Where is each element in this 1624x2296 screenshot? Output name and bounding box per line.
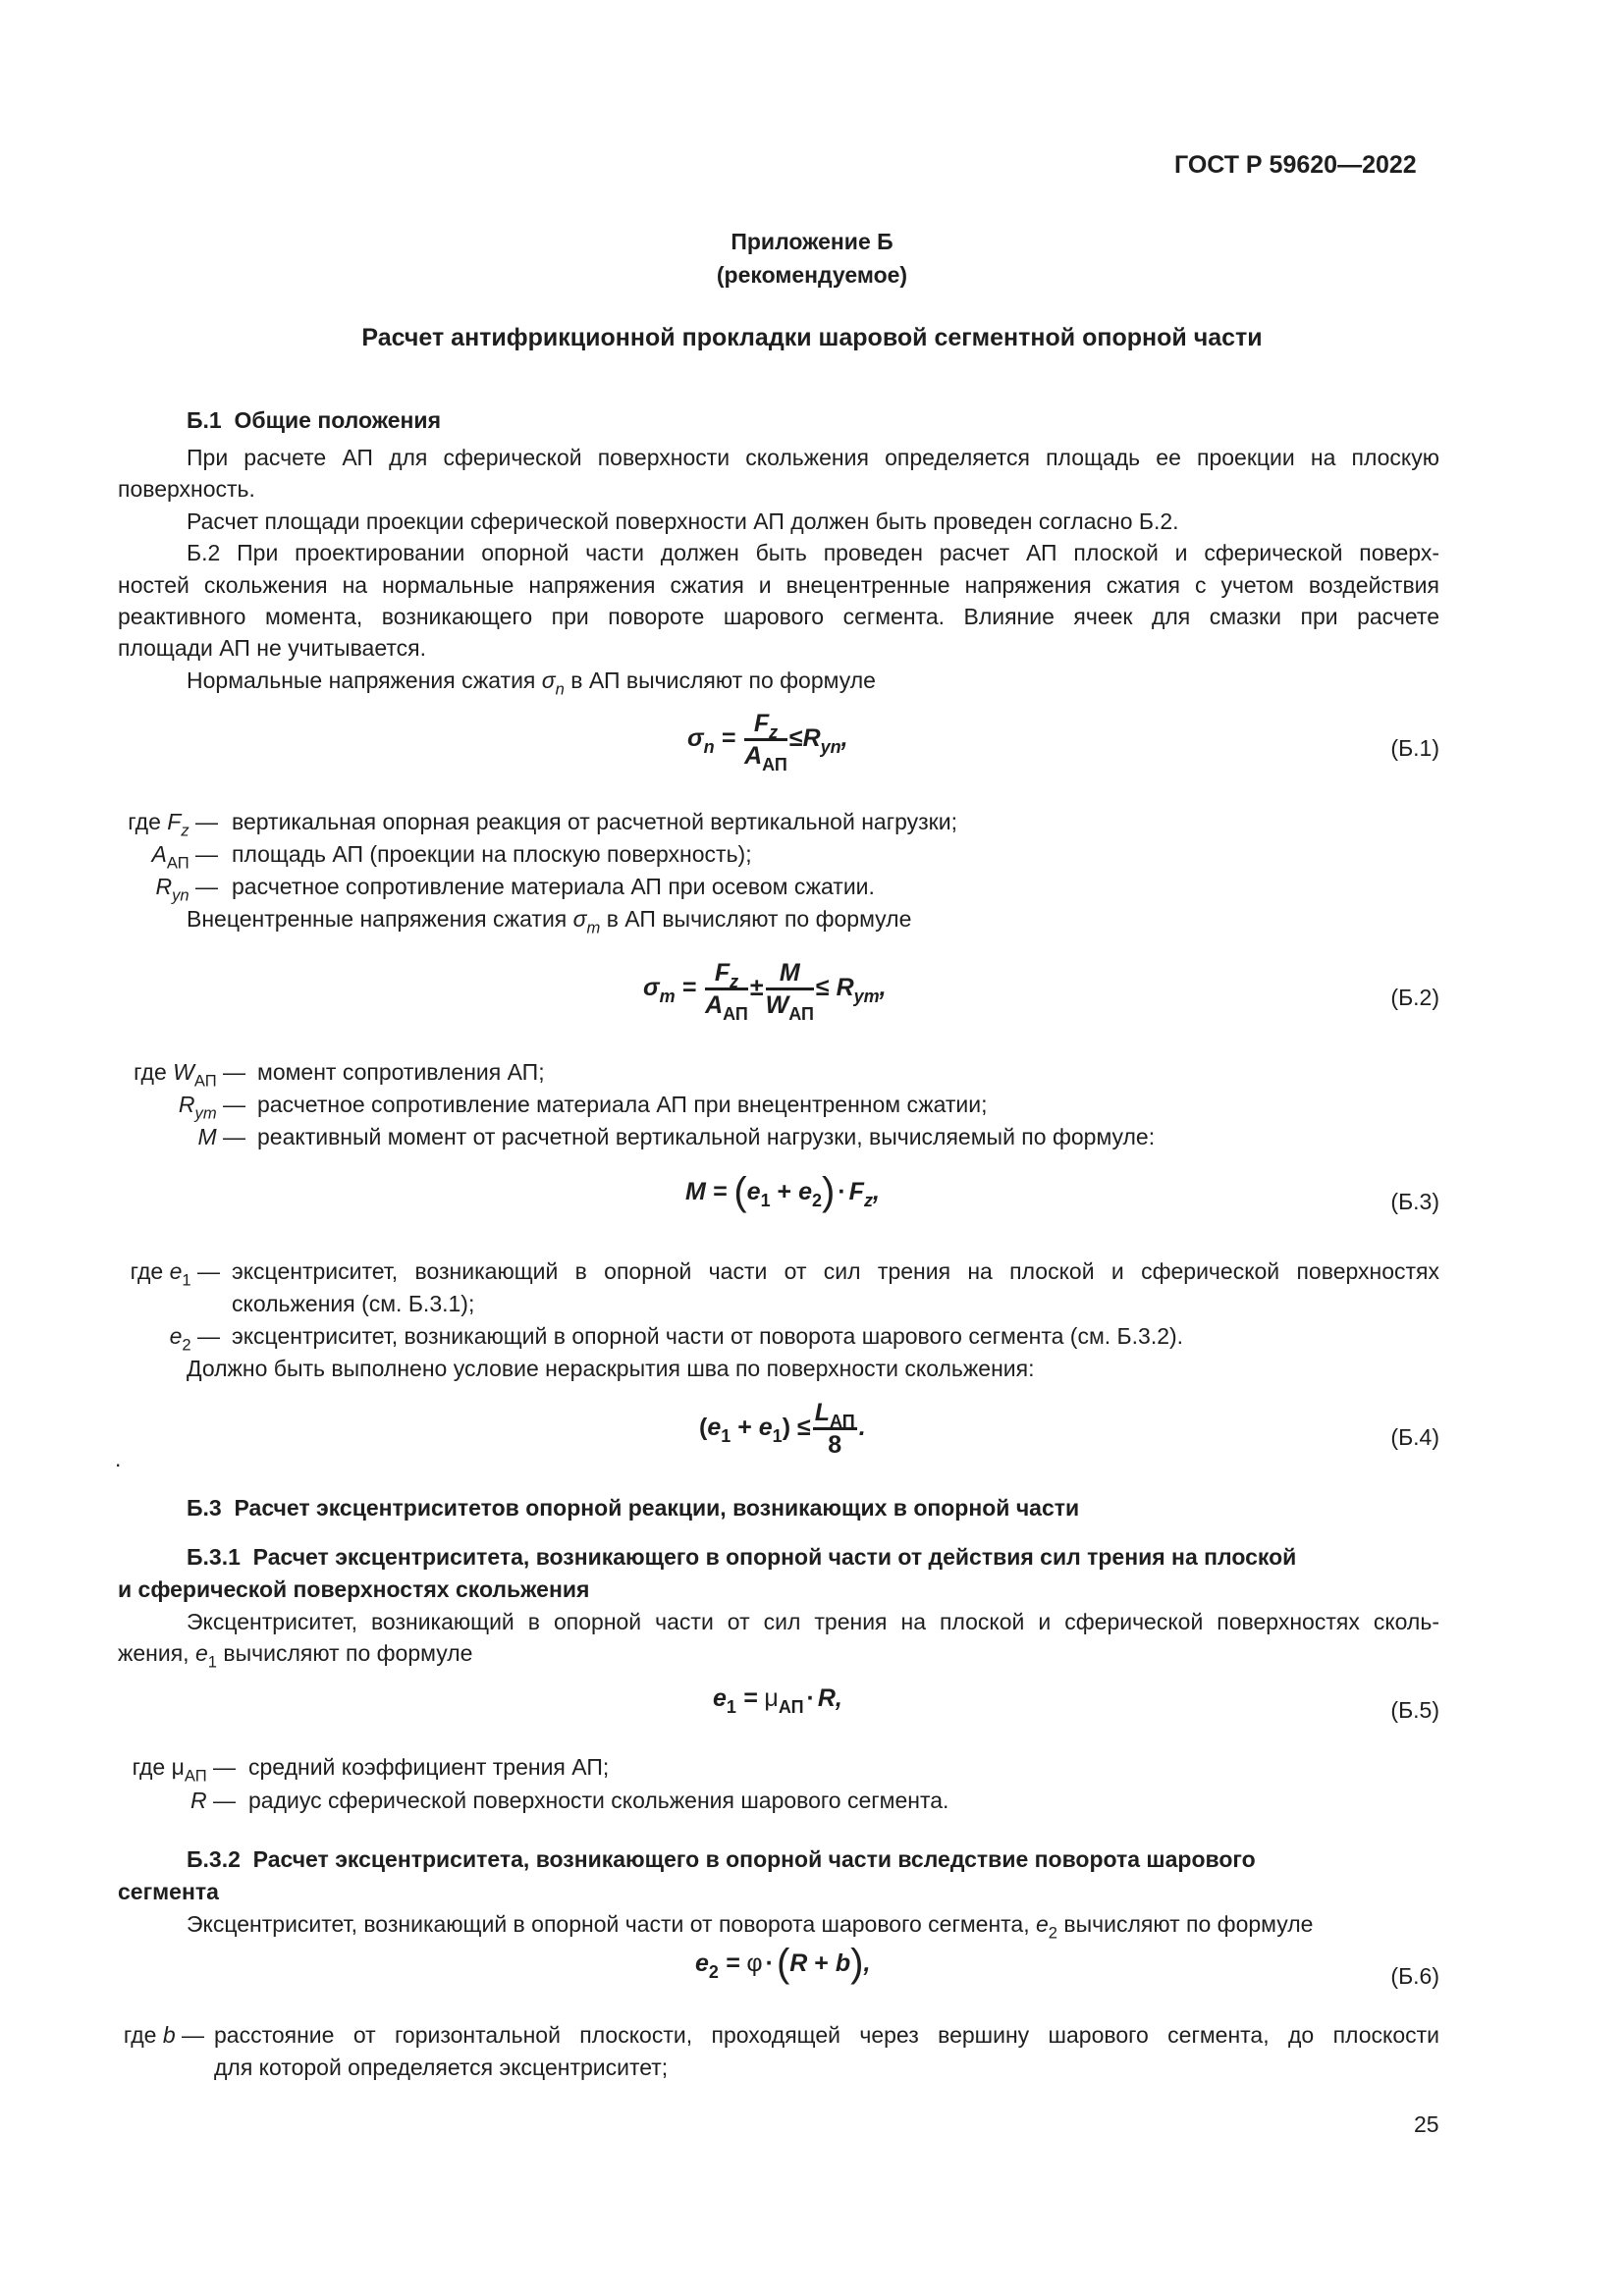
equation-b4: $(e_1 + e_1)$ ≤ $\frac{L_{АП}}{8}$ . xyxy=(699,1399,866,1459)
where-text: эксцентриситет, возникающий в опорной части от сил трения на плоской и сферической поверхностях xyxy=(232,1258,1439,1284)
where-label-e1: где $e_1$ — xyxy=(130,1258,220,1290)
equation-b1: $\sigma_n$ = $\frac{F_z}{A_{АП}}$ $\le R_{yn}$, xyxy=(687,710,848,774)
appendix-subject: Расчет антифрикционной прокладки шаровой сегментной опорной части xyxy=(361,324,1263,351)
where-text: площадь АП (проекции на плоскую поверхность); xyxy=(232,841,752,867)
where-label-b: где b — xyxy=(123,2022,204,2048)
where-text: реактивный момент от расчетной вертикальной нагрузки, вычисляемый по формуле: xyxy=(257,1124,1156,1149)
where-label-mu: где $\mu_{АП}$ — xyxy=(132,1754,236,1786)
equation-number-b6: (Б.6) xyxy=(1390,1963,1439,1989)
where-text: для которой определяется эксцентриситет; xyxy=(214,2055,669,2080)
where-text: радиус сферической поверхности скольжения шарового сегмента. xyxy=(248,1788,949,1813)
where-text: эксцентриситет, возникающий в опорной части от поворота шарового сегмента (см. Б.3.2). xyxy=(232,1323,1184,1349)
where-text: момент сопротивления АП; xyxy=(257,1059,545,1085)
section-b32-paragraph: Эксцентриситет, возникающий в опорной части от поворота шарового сегмента, $e_2$ вычисляют по формуле xyxy=(187,1911,1314,1943)
equation-b6: $e_2 = \varphi \cdot(R + b)$, xyxy=(695,1942,871,1985)
where-label-e2: $e_2$ — xyxy=(169,1323,220,1355)
section-b1-heading: Б.1 Общие положения xyxy=(187,407,441,433)
section-b2-line: ностей скольжения на нормальные напряжения сжатия и внецентренные напряжения сжатия с учетом воздействия xyxy=(118,572,1439,598)
section-b1-paragraph: Расчет площади проекции сферической поверхности АП должен быть проведен согласно Б.2. xyxy=(187,508,1179,534)
appendix-title: Приложение Б xyxy=(731,229,893,254)
section-b2-line: площади АП не учитывается. xyxy=(118,635,426,661)
section-b31-heading-line: и сферической поверхностях скольжения xyxy=(118,1576,590,1602)
section-b32-heading-line: Б.3.2 Расчет эксцентриситета, возникающего в опорной части вследствие поворота шарового xyxy=(187,1846,1256,1872)
equation-number-b2: (Б.2) xyxy=(1390,985,1439,1010)
section-b1-paragraph-line: При расчете АП для сферической поверхности скольжения определяется площадь ее проекции на плоскую xyxy=(187,445,1439,470)
where-text: расчетное сопротивление материала АП при осевом сжатии. xyxy=(232,874,875,899)
where-label-wap: где $W_{АП}$ — xyxy=(134,1059,245,1091)
eccentric-stress-intro: Внецентренные напряжения сжатия $\sigma_m$ в АП вычисляют по формуле xyxy=(187,906,912,937)
section-b31-heading-line: Б.3.1 Расчет эксцентриситета, возникающего в опорной части от действия сил трения на плоской xyxy=(187,1544,1297,1570)
standard-number: ГОСТ Р 59620—2022 xyxy=(1174,151,1417,179)
where-text: средний коэффициент трения АП; xyxy=(248,1754,610,1780)
section-b1-paragraph-line: поверхность. xyxy=(118,476,255,502)
where-label-fz: где $F_z$ — xyxy=(128,809,218,840)
stray-mark: . xyxy=(115,1446,122,1471)
where-label-rym: $R_{ym}$ — xyxy=(178,1092,245,1123)
section-b31-paragraph-line: жения, $e_1$ вычисляют по формуле xyxy=(118,1640,473,1672)
where-label-aap: $A_{АП}$ — xyxy=(151,841,218,873)
equation-b5: $e_1 = \mu_{АП} \cdot R$, xyxy=(713,1684,842,1717)
where-text: расчетное сопротивление материала АП при внецентренном сжатии; xyxy=(257,1092,988,1117)
equation-b3: $M = (e_1 + e_2) \cdot F_z$, xyxy=(685,1170,880,1213)
normal-stress-intro: Нормальные напряжения сжатия $\sigma_n$ в АП вычисляют по формуле xyxy=(187,667,876,699)
where-label-ryn: $R_{yn}$ — xyxy=(155,874,218,905)
where-text: скольжения (см. Б.3.1); xyxy=(232,1291,475,1316)
equation-number-b4: (Б.4) xyxy=(1390,1424,1439,1450)
equation-b2: $\sigma_m$ = $\frac{F_z}{A_{АП}}$ ± $\frac{M}{W_{АП}}$ ≤ $R_{ym}$, xyxy=(643,959,887,1024)
section-b2-line: реактивного момента, возникающего при повороте шарового сегмента. Влияние ячеек для смазки при расчете xyxy=(118,604,1439,629)
equation-number-b3: (Б.3) xyxy=(1390,1189,1439,1214)
section-b32-heading-line: сегмента xyxy=(118,1879,219,1904)
where-label-r: R — xyxy=(189,1788,236,1813)
section-b2-line: Б.2 При проектировании опорной части должен быть проведен расчет АП плоской и сферической поверх- xyxy=(187,540,1439,565)
equation-number-b5: (Б.5) xyxy=(1390,1697,1439,1723)
equation-number-b1: (Б.1) xyxy=(1390,735,1439,761)
where-label-m: M — xyxy=(197,1124,245,1149)
where-text: вертикальная опорная реакция от расчетной вертикальной нагрузки; xyxy=(232,809,957,834)
condition-text: Должно быть выполнено условие нераскрытия шва по поверхности скольжения: xyxy=(187,1356,1035,1381)
section-b3-heading: Б.3 Расчет эксцентриситетов опорной реакции, возникающих в опорной части xyxy=(187,1495,1080,1521)
page-number: 25 xyxy=(1414,2111,1439,2137)
appendix-status: (рекомендуемое) xyxy=(716,262,908,288)
section-b31-paragraph-line: Эксцентриситет, возникающий в опорной части от сил трения на плоской и сферической поверхностях сколь- xyxy=(187,1609,1439,1634)
where-text: расстояние от горизонтальной плоскости, проходящей через вершину шарового сегмента, до плоскости xyxy=(214,2022,1439,2048)
